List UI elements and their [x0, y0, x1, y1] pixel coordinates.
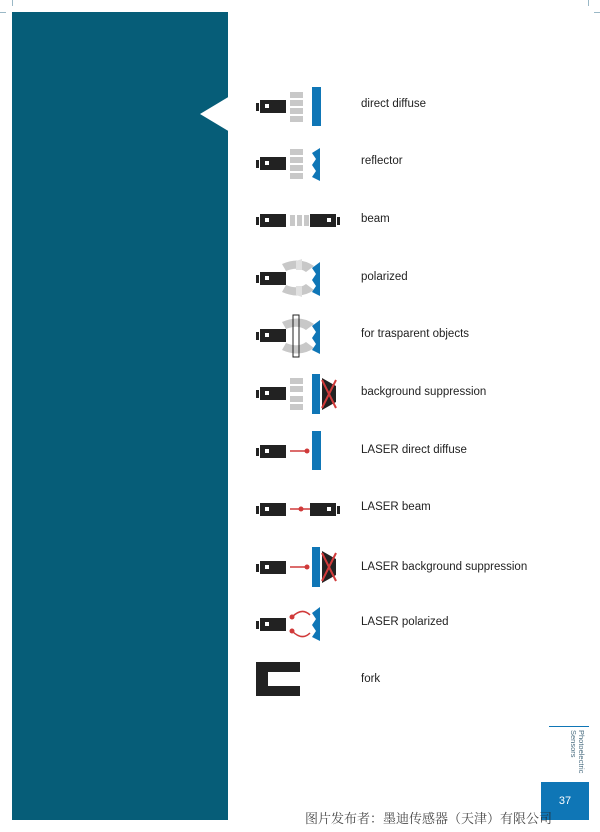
- legend-row-laser-direct-diffuse: [256, 431, 556, 471]
- section-tab-rule: [549, 726, 589, 727]
- legend-row-fork: [256, 662, 556, 702]
- beam-icon: [256, 200, 356, 240]
- legend-label: beam: [361, 213, 390, 225]
- crop-mark: [12, 0, 13, 6]
- legend-row-beam: [256, 200, 556, 240]
- sidebar-band: [12, 12, 228, 820]
- crop-mark: [594, 12, 600, 13]
- watermark-text: 图片发布者：墨迪传感器（天津）有限公司: [305, 811, 553, 826]
- laser-polarized-icon: [256, 604, 356, 644]
- page-number: 37: [541, 782, 589, 820]
- reflector-icon: [256, 143, 356, 183]
- legend-label: fork: [361, 673, 381, 685]
- polarized-icon: [256, 258, 356, 298]
- legend-label: LASER beam: [361, 501, 431, 513]
- direct-diffuse-icon: [256, 86, 356, 126]
- legend-label: LASER polarized: [361, 616, 449, 628]
- legend-row-direct-diffuse: [256, 86, 556, 126]
- legend-row-laser-background-suppression: [256, 546, 556, 586]
- legend-row-background-suppression: [256, 372, 556, 412]
- legend-row-laser-polarized: [256, 604, 556, 644]
- legend-label: polarized: [361, 271, 408, 283]
- legend-label: LASER direct diffuse: [361, 444, 467, 456]
- section-tab-label: Photoelectric Sensors: [569, 730, 586, 774]
- legend-row-polarized: [256, 258, 556, 298]
- legend-label: direct diffuse: [361, 98, 426, 110]
- fork-icon: [256, 662, 356, 702]
- legend-row-transparent-objects: [256, 314, 556, 354]
- background-suppression-icon: [256, 372, 356, 416]
- crop-mark: [588, 0, 589, 6]
- legend-label: background suppression: [361, 386, 487, 398]
- transparent-objects-icon: [256, 314, 356, 358]
- laser-background-suppression-icon: [256, 546, 356, 590]
- legend-row-reflector: [256, 143, 556, 183]
- laser-direct-diffuse-icon: [256, 431, 356, 471]
- legend-row-laser-beam: [256, 489, 556, 529]
- laser-beam-icon: [256, 489, 356, 529]
- legend-label: LASER background suppression: [361, 561, 528, 573]
- legend-label: reflector: [361, 155, 403, 167]
- sidebar-notch: [200, 96, 230, 132]
- crop-mark: [0, 12, 6, 13]
- legend-label: for trasparent objects: [361, 328, 470, 340]
